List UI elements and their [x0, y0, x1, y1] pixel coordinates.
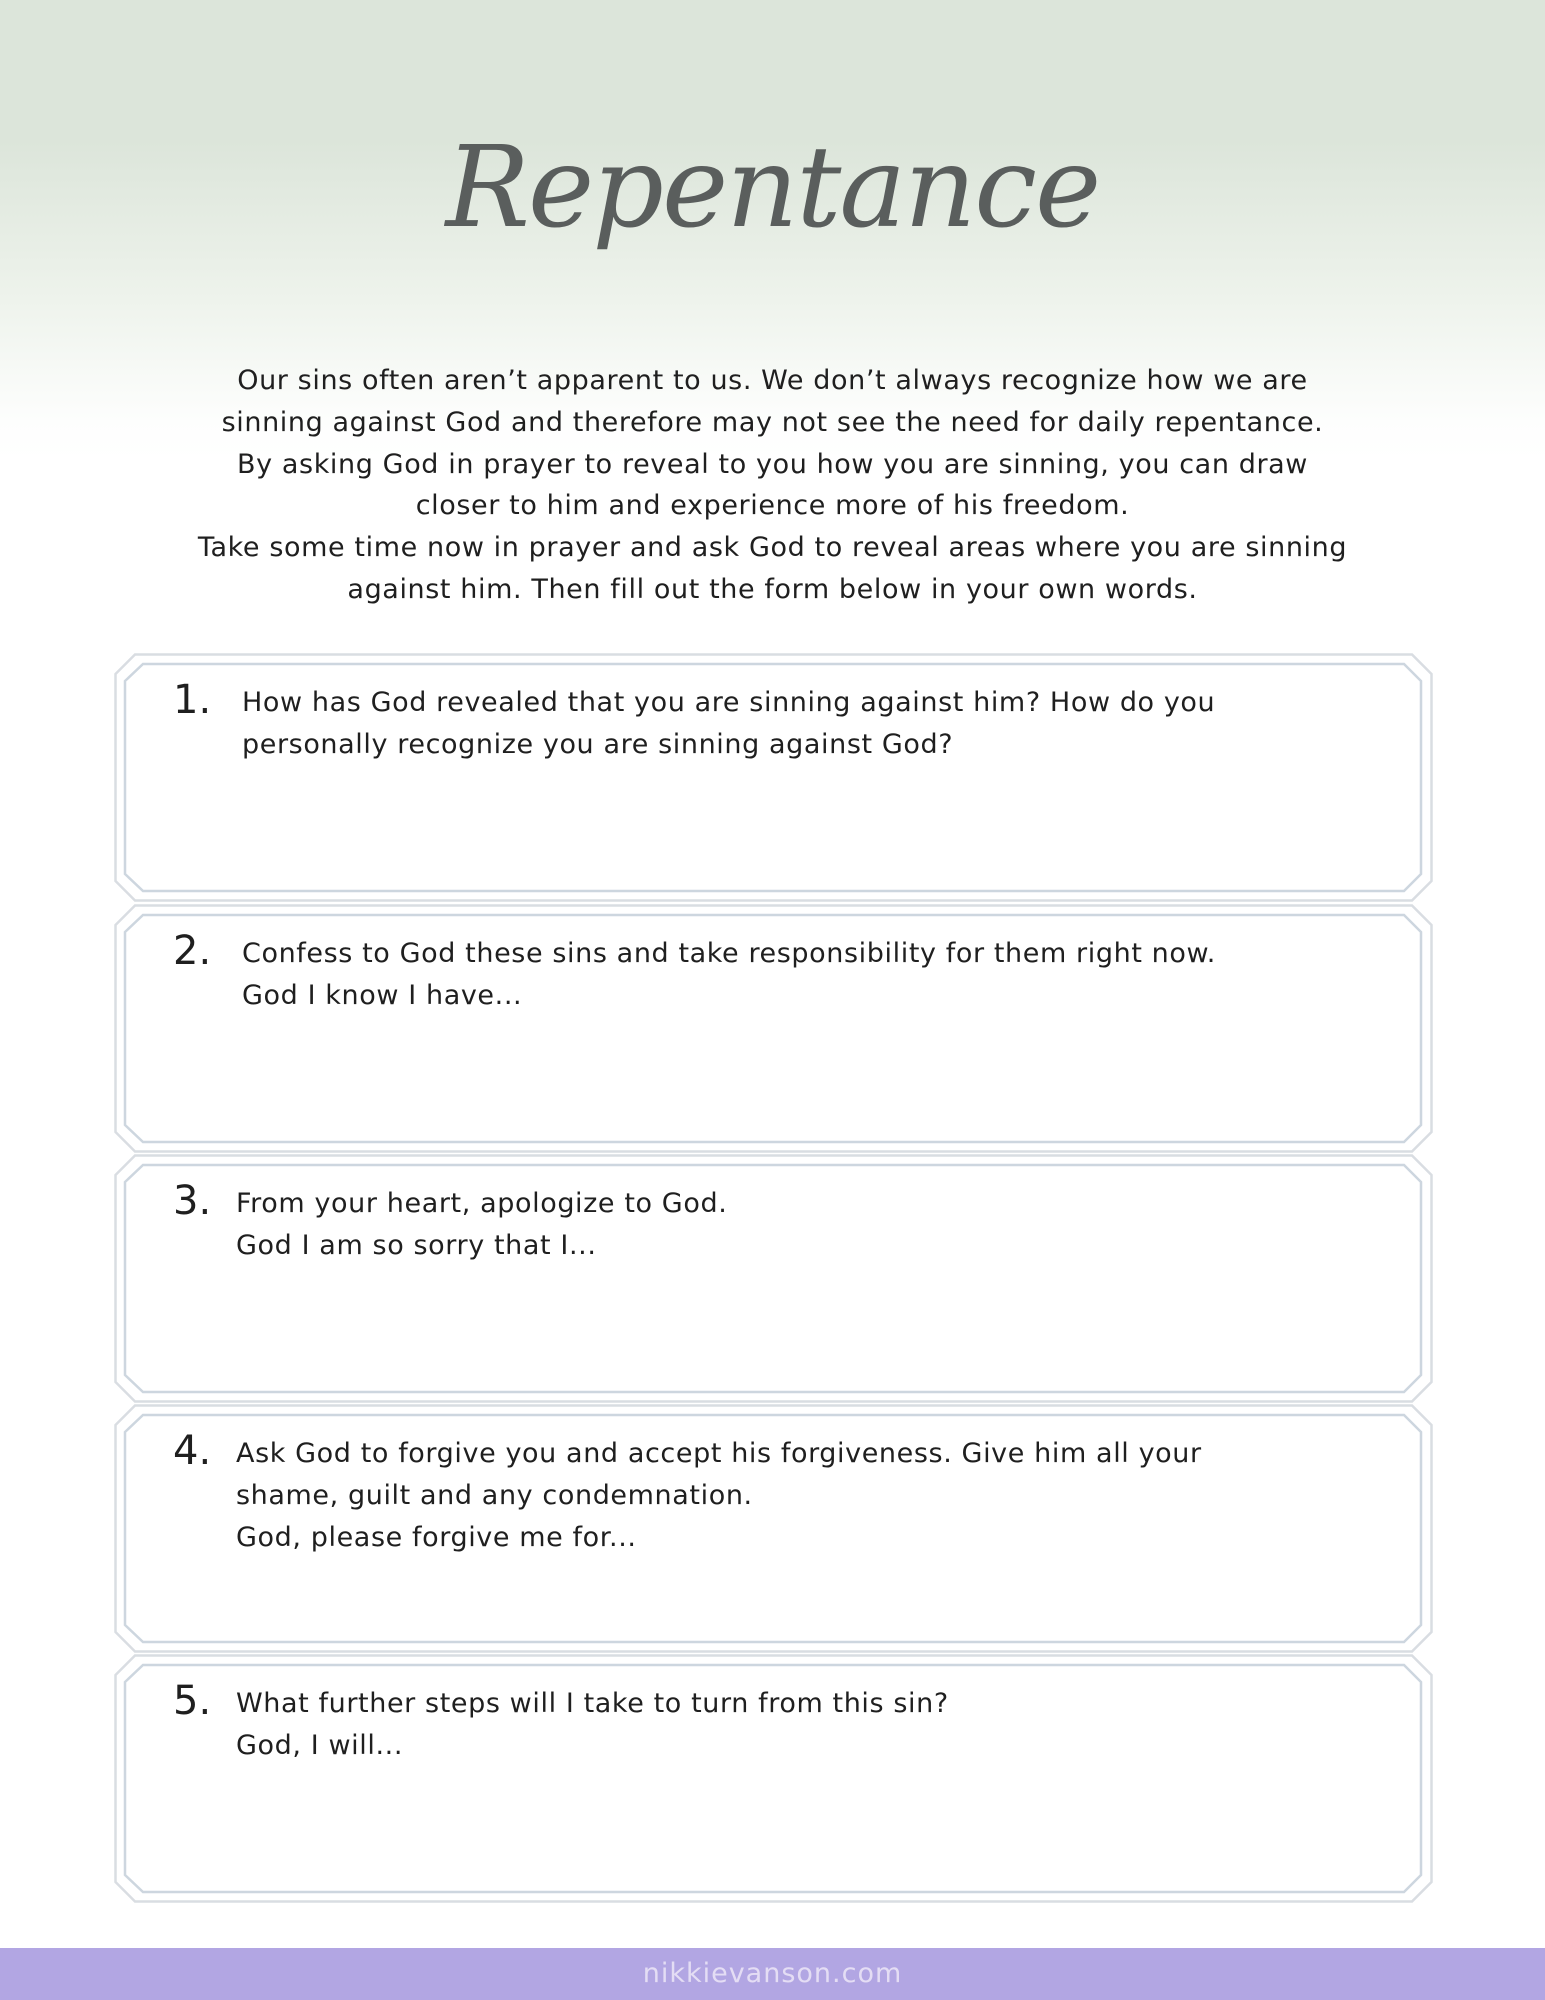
question-line: personally recognize you are sinning against God?	[242, 729, 954, 760]
intro-line: By asking God in prayer to reveal to you how you are sinning, you can draw	[237, 448, 1308, 480]
question-number: 4.	[173, 1428, 212, 1474]
question-number: 5.	[173, 1678, 212, 1724]
question-line: God I am so sorry that I...	[236, 1230, 597, 1261]
question-box-1[interactable]	[115, 654, 1432, 901]
question-line: What further steps will I take to turn from this sin?	[236, 1688, 949, 1719]
website-link[interactable]: nikkievanson.com	[642, 1958, 903, 1989]
question-number: 3.	[173, 1178, 212, 1224]
question-number: 2.	[173, 928, 212, 974]
question-line: Ask God to forgive you and accept his forgiveness. Give him all your	[236, 1438, 1202, 1469]
question-box-4[interactable]	[115, 1405, 1432, 1652]
question-line: From your heart, apologize to God.	[236, 1188, 728, 1219]
question-box-3[interactable]	[115, 1155, 1432, 1402]
question-box-5[interactable]	[115, 1655, 1432, 1902]
page-title: Repentance	[445, 123, 1100, 253]
intro-line: Our sins often aren’t apparent to us. We don’t always recognize how we are	[237, 365, 1308, 396]
intro-line: Take some time now in prayer and ask God to reveal areas where you are sinning	[197, 532, 1348, 564]
question-line: God, I will...	[236, 1730, 404, 1761]
question-line: God I know I have...	[242, 980, 523, 1011]
intro-line: against him. Then fill out the form below in your own words.	[347, 573, 1198, 605]
footer-bar	[0, 1948, 1545, 2000]
question-text	[236, 1683, 949, 1767]
question-box-2[interactable]	[115, 905, 1432, 1152]
intro-line: closer to him and experience more of his freedom.	[415, 490, 1130, 522]
question-line: shame, guilt and any condemnation.	[236, 1480, 753, 1511]
intro-paragraph	[100, 360, 1445, 611]
question-text	[242, 682, 1215, 766]
question-line: Confess to God these sins and take responsibility for them right now.	[242, 938, 1216, 969]
question-text	[236, 1183, 727, 1267]
intro-line: sinning against God and therefore may not see the need for daily repentance.	[221, 406, 1324, 438]
question-text	[242, 933, 1216, 1017]
question-line: God, please forgive me for...	[236, 1522, 637, 1553]
question-number: 1.	[173, 677, 212, 723]
question-text	[236, 1433, 1202, 1559]
question-line: How has God revealed that you are sinning against him? How do you	[242, 687, 1216, 718]
